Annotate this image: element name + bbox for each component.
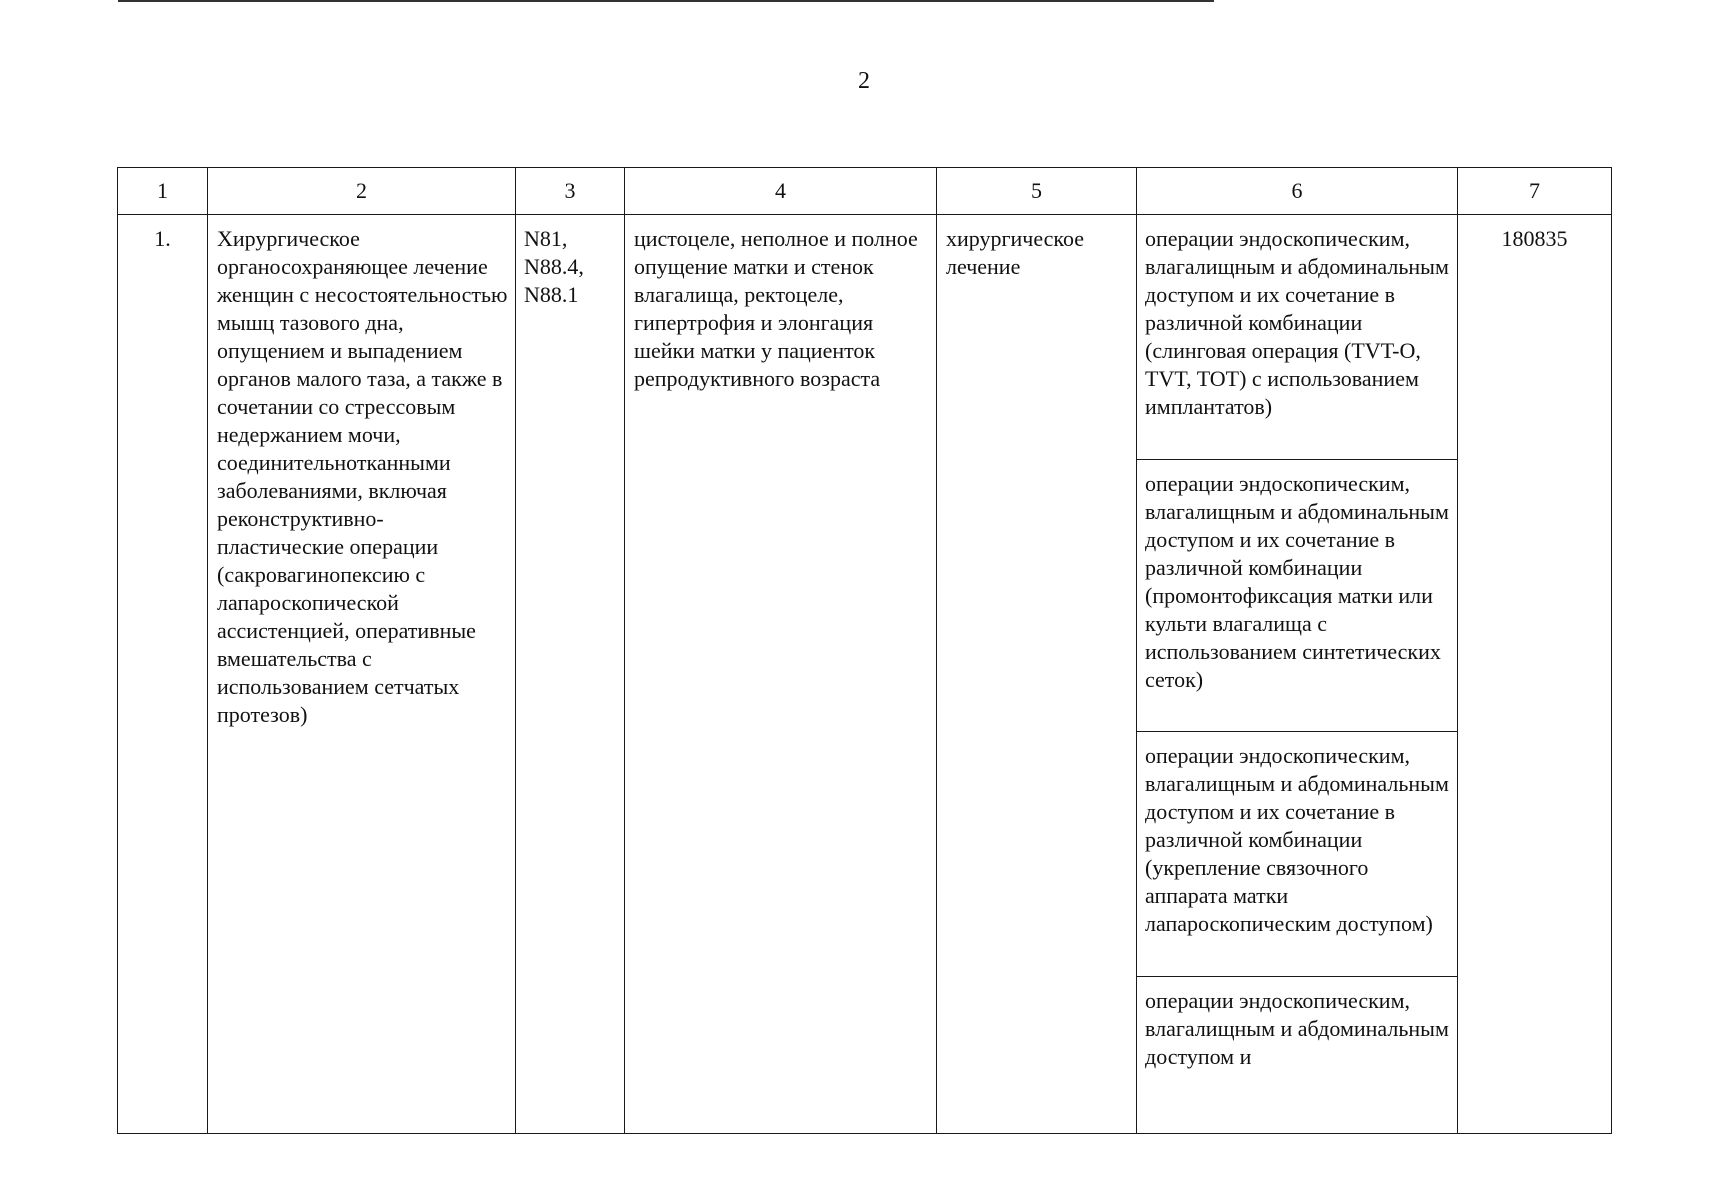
table-row [118,215,1612,1134]
diagnosis-cell [625,215,937,1134]
column-number: 6 [1137,168,1458,215]
icd-code: N88.1 [524,282,579,307]
diagnosis-text: цистоцеле, неполное и полное опущение матки и стенок влагалища, ректоцеле, гипертрофия и элонгация шейки матки у пациенток репродуктивного возраста [634,226,918,391]
icd-codes-cell [516,215,625,1134]
treatment-method: операции эндоскопическим, влагалищным и абдоминальным доступом и их сочетание в различной комбинации (укрепление связочного аппарата матки лапароскопическим доступом) [1137,732,1457,977]
column-number: 3 [516,168,625,215]
column-number: 7 [1458,168,1612,215]
treatment-method: операции эндоскопическим, влагалищным и абдоминальным доступом и [1145,988,1449,1069]
page-number: 2 [858,68,870,94]
icd-code: N88.4, [524,254,584,279]
top-rule [118,0,1214,2]
column-number: 4 [625,168,937,215]
row-number: 1. [154,226,171,251]
price-value: 180835 [1501,226,1568,251]
row-number-cell [118,215,208,1134]
care-type-cell [208,215,516,1134]
treatment-cell [937,215,1137,1134]
treatment-method: операции эндоскопическим, влагалищным и абдоминальным доступом и их сочетание в различной комбинации (промонтофиксация матки или культи влагалища с использованием синтетических сеток) [1137,460,1457,732]
methods-cell [1137,215,1458,1134]
treatment-method: операции эндоскопическим, влагалищным и абдоминальным доступом и их сочетание в различной комбинации (слинговая операция (TVT-O, TVT, TOT) с использованием имплантатов) [1137,215,1457,460]
care-type-name: Хирургическое органосохраняющее лечение женщин с несостоятельностью мышц тазового дна, опущением и выпадением органов малого таза, а также в сочетании со стрессовым недержанием мочи, соединительнотканными заболеваниями, включая реконструктивно-пластические операции (сакровагинопексию с лапароскопической ассистенцией, оперативные вмешательства с использованием сетчатых протезов) [217,226,508,727]
price-cell [1458,215,1612,1134]
column-number: 1 [118,168,208,215]
column-number: 2 [208,168,516,215]
column-number-row [118,168,1612,215]
medical-care-table [117,167,1612,1134]
column-number: 5 [937,168,1137,215]
icd-code: N81, [524,226,568,251]
treatment-text: хирургическое лечение [946,226,1085,279]
